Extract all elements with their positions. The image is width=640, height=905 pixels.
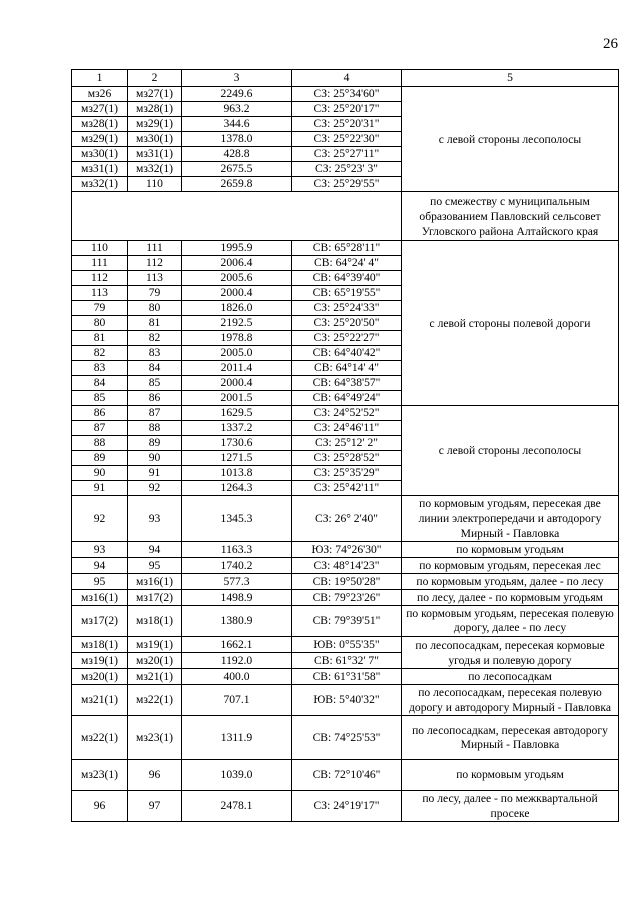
- length-cell: 1662.1: [182, 637, 292, 653]
- bearing-cell: СЗ: 25°20'17": [292, 102, 402, 117]
- bearing-cell: СВ: 65°28'11": [292, 241, 402, 256]
- table-row: [72, 574, 619, 590]
- bearing-cell: СВ: 64°49'24": [292, 391, 402, 406]
- bearing-cell: СЗ: 24°19'17": [292, 791, 402, 822]
- to-point-cell: 110: [128, 177, 182, 192]
- length-cell: 2000.4: [182, 286, 292, 301]
- length-cell: 2005.6: [182, 271, 292, 286]
- length-cell: 2006.4: [182, 256, 292, 271]
- to-point-cell: мз21(1): [128, 669, 182, 685]
- bearing-cell: СЗ: 25°29'55": [292, 177, 402, 192]
- from-point-cell: 83: [72, 361, 128, 376]
- to-point-cell: 84: [128, 361, 182, 376]
- bearing-cell: СЗ: 25°27'11": [292, 147, 402, 162]
- table-row: [72, 542, 619, 558]
- bearing-cell: СЗ: 25°12' 2": [292, 436, 402, 451]
- from-point-cell: 84: [72, 376, 128, 391]
- to-point-cell: 85: [128, 376, 182, 391]
- from-point-cell: 85: [72, 391, 128, 406]
- from-point-cell: 96: [72, 791, 128, 822]
- from-point-cell: 82: [72, 346, 128, 361]
- to-point-cell: 111: [128, 241, 182, 256]
- bearing-cell: СЗ: 25°34'60": [292, 87, 402, 102]
- length-cell: 963.2: [182, 102, 292, 117]
- header-cell: 3: [182, 70, 292, 87]
- from-point-cell: 111: [72, 256, 128, 271]
- length-cell: 2675.5: [182, 162, 292, 177]
- to-point-cell: мз22(1): [128, 685, 182, 716]
- to-point-cell: мз30(1): [128, 132, 182, 147]
- to-point-cell: мз18(1): [128, 606, 182, 637]
- length-cell: 1740.2: [182, 558, 292, 574]
- bearing-cell: СЗ: 24°46'11": [292, 421, 402, 436]
- bearing-cell: ЮВ: 5°40'32": [292, 685, 402, 716]
- length-cell: 2249.6: [182, 87, 292, 102]
- from-point-cell: 94: [72, 558, 128, 574]
- boundary-table: [71, 69, 619, 822]
- length-cell: 1192.0: [182, 653, 292, 669]
- to-point-cell: мз23(1): [128, 716, 182, 760]
- table-row: [72, 716, 619, 760]
- from-point-cell: мз23(1): [72, 760, 128, 791]
- length-cell: 2000.4: [182, 376, 292, 391]
- from-point-cell: 110: [72, 241, 128, 256]
- table-row: [72, 760, 619, 791]
- from-point-cell: 95: [72, 574, 128, 590]
- to-point-cell: 82: [128, 331, 182, 346]
- to-point-cell: 91: [128, 466, 182, 481]
- to-point-cell: 87: [128, 406, 182, 421]
- from-point-cell: мз21(1): [72, 685, 128, 716]
- from-point-cell: 113: [72, 286, 128, 301]
- page-number: 26: [603, 36, 618, 52]
- length-cell: 1978.8: [182, 331, 292, 346]
- bearing-cell: СВ: 74°25'53": [292, 716, 402, 760]
- bearing-cell: СЗ: 25°23' 3": [292, 162, 402, 177]
- table-row: [72, 637, 619, 653]
- bearing-cell: СЗ: 25°42'11": [292, 481, 402, 496]
- to-point-cell: 96: [128, 760, 182, 791]
- length-cell: 2478.1: [182, 791, 292, 822]
- header-cell: 4: [292, 70, 402, 87]
- length-cell: 1163.3: [182, 542, 292, 558]
- description-cell: с левой стороны лесополосы: [402, 406, 619, 496]
- table-row: [72, 241, 619, 256]
- from-point-cell: 91: [72, 481, 128, 496]
- description-cell: по кормовым угодьям, далее - по лесу: [402, 574, 619, 590]
- table-row: [72, 791, 619, 822]
- length-cell: 1345.3: [182, 496, 292, 542]
- bearing-cell: СЗ: 26° 2'40": [292, 496, 402, 542]
- length-cell: 1629.5: [182, 406, 292, 421]
- length-cell: 1995.9: [182, 241, 292, 256]
- to-point-cell: мз27(1): [128, 87, 182, 102]
- description-cell: по лесу, далее - по межквартальной просеке: [402, 791, 619, 822]
- to-point-cell: мз29(1): [128, 117, 182, 132]
- table-row: [72, 685, 619, 716]
- empty-cell: [72, 192, 402, 241]
- to-point-cell: мз17(2): [128, 590, 182, 606]
- to-point-cell: 86: [128, 391, 182, 406]
- to-point-cell: 92: [128, 481, 182, 496]
- to-point-cell: мз28(1): [128, 102, 182, 117]
- bearing-cell: СВ: 61°32' 7": [292, 653, 402, 669]
- table-row: [72, 669, 619, 685]
- length-cell: 2192.5: [182, 316, 292, 331]
- description-cell: с левой стороны лесополосы: [402, 87, 619, 192]
- from-point-cell: мз20(1): [72, 669, 128, 685]
- to-point-cell: 83: [128, 346, 182, 361]
- table-row: [72, 87, 619, 102]
- length-cell: 344.6: [182, 117, 292, 132]
- from-point-cell: мз31(1): [72, 162, 128, 177]
- bearing-cell: СВ: 64°24' 4": [292, 256, 402, 271]
- to-point-cell: 112: [128, 256, 182, 271]
- length-cell: 1730.6: [182, 436, 292, 451]
- from-point-cell: 112: [72, 271, 128, 286]
- bearing-cell: СЗ: 25°22'27": [292, 331, 402, 346]
- from-point-cell: мз30(1): [72, 147, 128, 162]
- description-cell: по кормовым угодьям, пересекая две линии электропередачи и автодорогу Мирный - Павловка: [402, 496, 619, 542]
- span-note-row: [72, 192, 619, 241]
- length-cell: 1013.8: [182, 466, 292, 481]
- length-cell: 707.1: [182, 685, 292, 716]
- to-point-cell: мз32(1): [128, 162, 182, 177]
- from-point-cell: мз22(1): [72, 716, 128, 760]
- bearing-cell: СВ: 19°50'28": [292, 574, 402, 590]
- length-cell: 1498.9: [182, 590, 292, 606]
- from-point-cell: 88: [72, 436, 128, 451]
- bearing-cell: СЗ: 25°20'50": [292, 316, 402, 331]
- header-row: [72, 70, 619, 87]
- bearing-cell: СЗ: 48°14'23": [292, 558, 402, 574]
- description-cell: по лесопосадкам: [402, 669, 619, 685]
- from-point-cell: 89: [72, 451, 128, 466]
- bearing-cell: СВ: 72°10'46": [292, 760, 402, 791]
- length-cell: 2011.4: [182, 361, 292, 376]
- description-cell: по кормовым угодьям, пересекая лес: [402, 558, 619, 574]
- table-row: [72, 496, 619, 542]
- from-point-cell: мз17(2): [72, 606, 128, 637]
- to-point-cell: 93: [128, 496, 182, 542]
- length-cell: 1380.9: [182, 606, 292, 637]
- from-point-cell: мз32(1): [72, 177, 128, 192]
- bearing-cell: СЗ: 25°20'31": [292, 117, 402, 132]
- length-cell: 1311.9: [182, 716, 292, 760]
- to-point-cell: мз31(1): [128, 147, 182, 162]
- from-point-cell: мз18(1): [72, 637, 128, 653]
- length-cell: 400.0: [182, 669, 292, 685]
- description-cell: по лесопосадкам, пересекая автодорогу Мирный - Павловка: [402, 716, 619, 760]
- from-point-cell: мз28(1): [72, 117, 128, 132]
- length-cell: 1271.5: [182, 451, 292, 466]
- bearing-cell: СВ: 79°23'26": [292, 590, 402, 606]
- from-point-cell: 92: [72, 496, 128, 542]
- to-point-cell: 94: [128, 542, 182, 558]
- bearing-cell: СЗ: 25°22'30": [292, 132, 402, 147]
- from-point-cell: мз16(1): [72, 590, 128, 606]
- bearing-cell: СЗ: 25°24'33": [292, 301, 402, 316]
- bearing-cell: СВ: 79°39'51": [292, 606, 402, 637]
- description-cell: по лесопосадкам, пересекая кормовые угодья и полевую дорогу: [402, 637, 619, 669]
- header-cell: 5: [402, 70, 619, 87]
- bearing-cell: СВ: 64°14' 4": [292, 361, 402, 376]
- to-point-cell: 88: [128, 421, 182, 436]
- length-cell: 2659.8: [182, 177, 292, 192]
- bearing-cell: СЗ: 25°28'52": [292, 451, 402, 466]
- length-cell: 1039.0: [182, 760, 292, 791]
- from-point-cell: мз29(1): [72, 132, 128, 147]
- bearing-cell: СВ: 64°40'42": [292, 346, 402, 361]
- to-point-cell: 89: [128, 436, 182, 451]
- description-cell: по смежеству с муниципальным образованием Павловский сельсовет Угловского района Алтайского края: [402, 192, 619, 241]
- length-cell: 1378.0: [182, 132, 292, 147]
- bearing-cell: СЗ: 25°35'29": [292, 466, 402, 481]
- bearing-cell: ЮЗ: 74°26'30": [292, 542, 402, 558]
- from-point-cell: мз26: [72, 87, 128, 102]
- to-point-cell: 113: [128, 271, 182, 286]
- length-cell: 1826.0: [182, 301, 292, 316]
- description-cell: по кормовым угодьям, пересекая полевую дорогу, далее - по лесу: [402, 606, 619, 637]
- to-point-cell: 95: [128, 558, 182, 574]
- to-point-cell: 97: [128, 791, 182, 822]
- from-point-cell: 87: [72, 421, 128, 436]
- to-point-cell: 90: [128, 451, 182, 466]
- from-point-cell: мз27(1): [72, 102, 128, 117]
- length-cell: 1264.3: [182, 481, 292, 496]
- length-cell: 1337.2: [182, 421, 292, 436]
- from-point-cell: 86: [72, 406, 128, 421]
- description-cell: по кормовым угодьям: [402, 760, 619, 791]
- table-row: [72, 558, 619, 574]
- to-point-cell: 80: [128, 301, 182, 316]
- from-point-cell: мз19(1): [72, 653, 128, 669]
- table-row: [72, 590, 619, 606]
- to-point-cell: 79: [128, 286, 182, 301]
- description-cell: по лесу, далее - по кормовым угодьям: [402, 590, 619, 606]
- from-point-cell: 81: [72, 331, 128, 346]
- length-cell: 577.3: [182, 574, 292, 590]
- to-point-cell: 81: [128, 316, 182, 331]
- from-point-cell: 79: [72, 301, 128, 316]
- description-cell: с левой стороны полевой дороги: [402, 241, 619, 406]
- length-cell: 2001.5: [182, 391, 292, 406]
- length-cell: 428.8: [182, 147, 292, 162]
- bearing-cell: СВ: 65°19'55": [292, 286, 402, 301]
- to-point-cell: мз19(1): [128, 637, 182, 653]
- from-point-cell: 80: [72, 316, 128, 331]
- table-row: [72, 606, 619, 637]
- bearing-cell: СЗ: 24°52'52": [292, 406, 402, 421]
- to-point-cell: мз16(1): [128, 574, 182, 590]
- description-cell: по кормовым угодьям: [402, 542, 619, 558]
- from-point-cell: 93: [72, 542, 128, 558]
- bearing-cell: ЮВ: 0°55'35": [292, 637, 402, 653]
- header-cell: 1: [72, 70, 128, 87]
- table-row: [72, 406, 619, 421]
- length-cell: 2005.0: [182, 346, 292, 361]
- description-cell: по лесопосадкам, пересекая полевую дорогу и автодорогу Мирный - Павловка: [402, 685, 619, 716]
- boundary-table-body: [72, 70, 619, 822]
- bearing-cell: СВ: 61°31'58": [292, 669, 402, 685]
- to-point-cell: мз20(1): [128, 653, 182, 669]
- from-point-cell: 90: [72, 466, 128, 481]
- bearing-cell: СВ: 64°39'40": [292, 271, 402, 286]
- header-cell: 2: [128, 70, 182, 87]
- bearing-cell: СВ: 64°38'57": [292, 376, 402, 391]
